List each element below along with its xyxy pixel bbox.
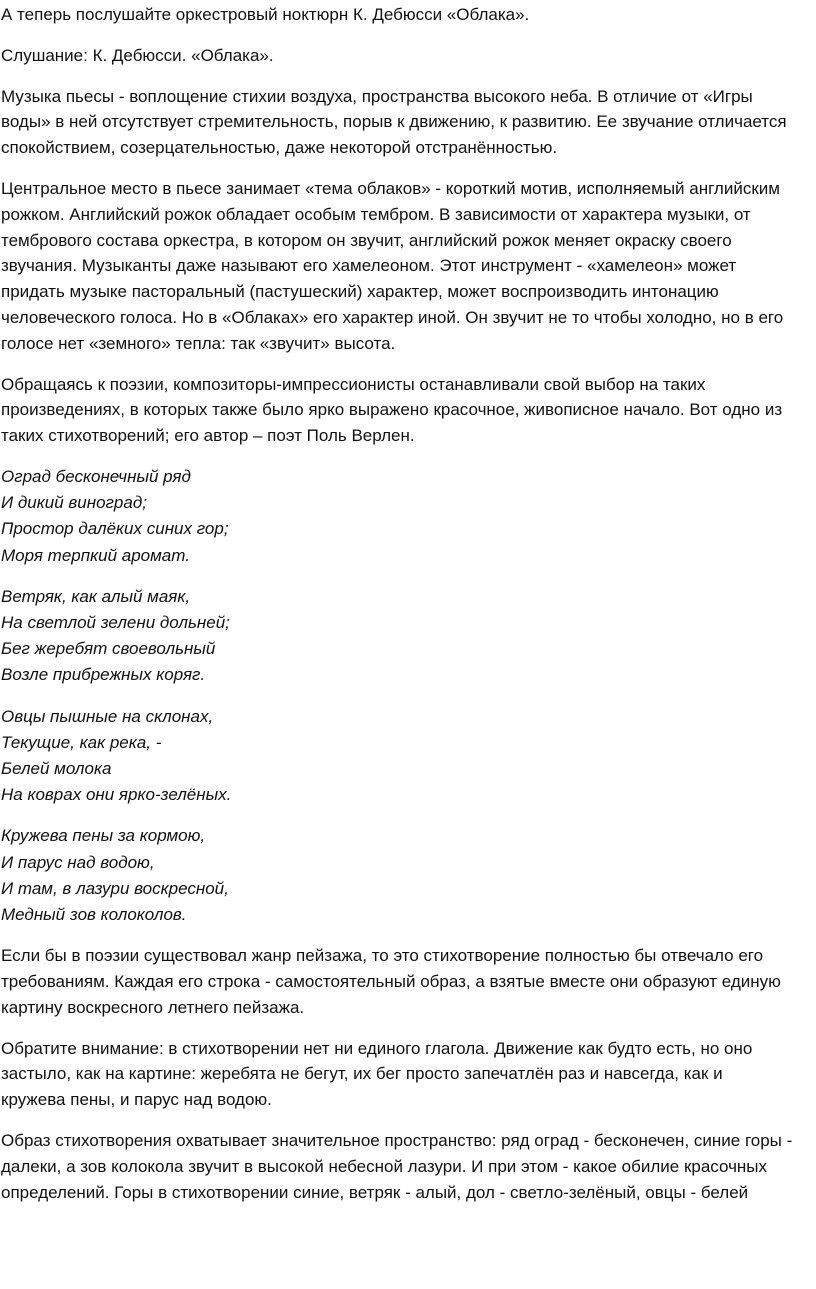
poem-line: Бег жеребят своевольный [1, 639, 216, 659]
text-line: застыло, как на картине: жеребята не бегут, их бег просто запечатлён раз и навсегда, как и [1, 1064, 723, 1084]
text-line: Образ стихотворения охватывает значительное пространство: ряд оград - бесконечен, синие горы - [1, 1130, 793, 1150]
poem-line: Ветряк, как алый маяк, [1, 586, 191, 606]
paragraph-intro-1 [1, 2, 812, 28]
text-line: придать музыке пасторальный (пастушеский) характер, может воспроизводить интонацию [1, 282, 719, 302]
text-line: спокойствием, созерцательностью, даже некоторой отстранённостью. [1, 138, 558, 158]
poem-stanza-1 [1, 464, 812, 569]
text-line: кружева пены, и парус над водою. [1, 1090, 272, 1110]
text-line: требованиям. Каждая его строка - самостоятельный образ, а взятые вместе они образуют единую [1, 972, 781, 991]
poem-line: Оград бесконечный ряд [1, 466, 191, 486]
text-line: далеки, а зов колокола звучит в высокой небесной лазури. И при этом - какое обилие красочных [1, 1156, 768, 1176]
poem-line: Текущие, как река, - [1, 732, 162, 752]
paragraph-english-horn [1, 176, 812, 357]
text-line: картину воскресного летнего пейзажа. [1, 997, 305, 1017]
poem-stanza-3 [1, 704, 812, 809]
text-line: Слушание: К. Дебюсси. «Облака». [1, 45, 274, 65]
poem-line: И дикий виноград; [1, 493, 147, 513]
text-line: голосе нет «земного» тепла: так «звучит» высота. [1, 333, 396, 353]
poem-line: Медный зов колоколов. [1, 905, 187, 924]
poem-line: Кружева пены за кормою, [1, 826, 206, 846]
outro-section [1, 943, 812, 1205]
poem-line: И там, в лазури воскресной, [1, 878, 229, 898]
poem-line: Моря терпкий аромат. [1, 545, 190, 565]
poem-line: На коврах они ярко-зелёных. [1, 785, 232, 805]
text-line: Центральное место в пьесе занимает «тема облаков» - короткий мотив, исполняемый английским [1, 178, 780, 198]
text-line: Обращаясь к поэзии, композиторы-импрессионисты останавливали свой выбор на таких [1, 374, 706, 394]
text-line: таких стихотворений; его автор – поэт Поль Верлен. [1, 426, 415, 446]
paragraph-listening [1, 43, 812, 69]
text-line: тембрового состава оркестра, в котором он звучит, английский рожок меняет окраску своего [1, 230, 732, 250]
poem-line: Простор далёких синих гор; [1, 519, 229, 539]
poem-line: Белей молока [1, 758, 112, 778]
text-line: Обратите внимание: в стихотворении нет ни единого глагола. Движение как будто есть, но оно [1, 1038, 753, 1058]
poem-stanza-4 [1, 823, 812, 928]
text-line: человеческого голоса. Но в «Облаках» его характер иной. Он звучит не то чтобы холодно, но в его [1, 307, 784, 327]
poem-line: На светлой зелени дольней; [1, 612, 230, 632]
text-line: определений. Горы в стихотворении синие, ветряк - алый, дол - светло-зелёный, овцы - белей [1, 1182, 749, 1202]
paragraph-space-image [1, 1128, 812, 1205]
poem-stanza-2 [1, 584, 812, 689]
poem [1, 464, 812, 928]
paragraph-poetry-intro [1, 372, 812, 449]
poem-line: Овцы пышные на склонах, [1, 706, 214, 726]
text-line: воды» в ней отсутствует стремительность, порыв к движению, к развитию. Ее звучание отличается [1, 112, 787, 132]
text-line: Если бы в поэзии существовал жанр пейзажа, то это стихотворение полностью бы отвечало его [1, 946, 764, 966]
paragraph-music-description [1, 84, 812, 161]
text-line: рожком. Английский рожок обладает особым тембром. В зависимости от характера музыки, от [1, 204, 751, 224]
paragraph-landscape-genre [1, 943, 812, 1020]
poem-line: Возле прибрежных коряг. [1, 665, 206, 685]
paragraph-no-verbs [1, 1036, 812, 1113]
text-line: Музыка пьесы - воплощение стихии воздуха, пространства высокого неба. В отличие от «Игры [1, 86, 753, 106]
poem-line: И парус над водою, [1, 852, 155, 872]
text-line: звучания. Музыканты даже называют его хамелеоном. Этот инструмент - «хамелеон» может [1, 256, 737, 276]
intro-section [1, 2, 812, 449]
text-line: А теперь послушайте оркестровый ноктюрн К. Дебюсси «Облака». [1, 5, 530, 24]
text-line: произведениях, в которых также было ярко выражено красочное, живописное начало. Вот одно из [1, 400, 783, 420]
